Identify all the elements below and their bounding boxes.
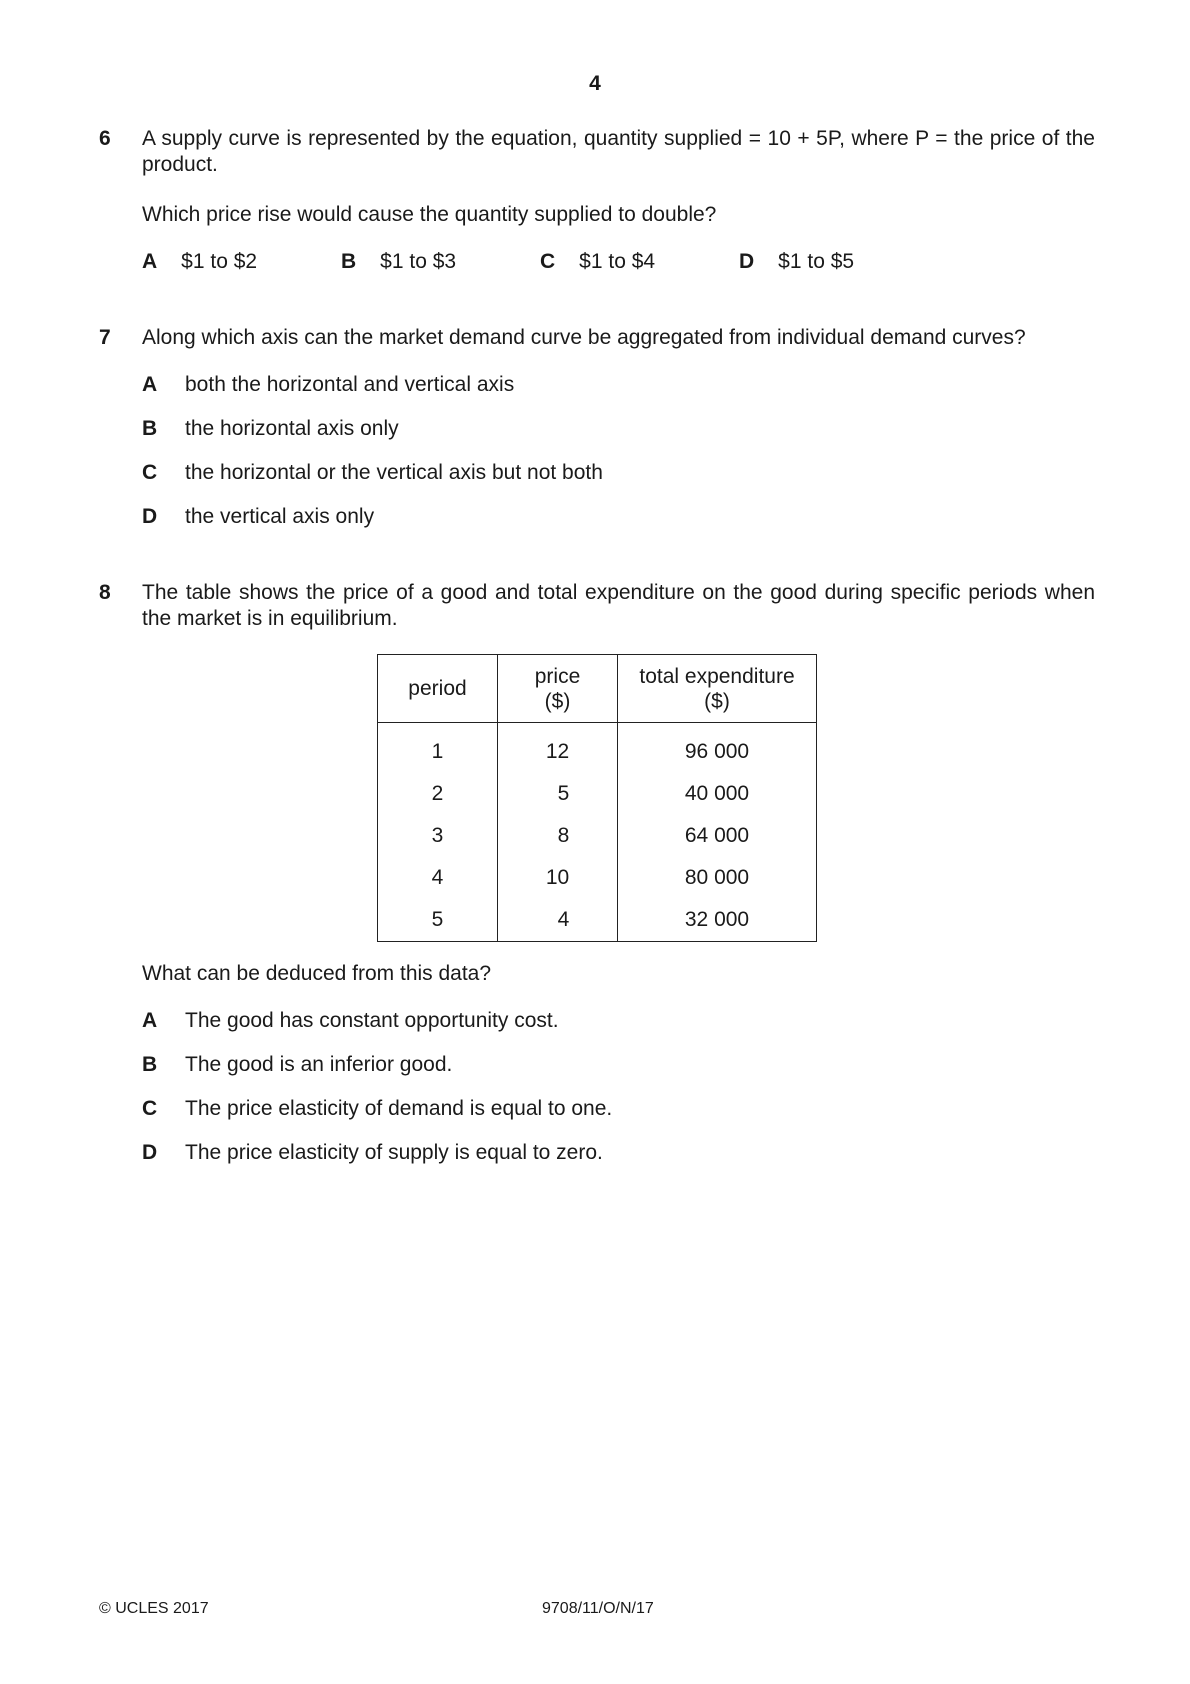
cell-period: 1 bbox=[378, 723, 498, 774]
answer-options bbox=[142, 249, 1095, 275]
question-body bbox=[142, 580, 1095, 632]
cell-price: 5 bbox=[498, 773, 618, 815]
option-text: both the horizontal and vertical axis bbox=[185, 373, 515, 396]
option-text: the horizontal or the vertical axis but not both bbox=[185, 461, 603, 484]
cell-period: 3 bbox=[378, 815, 498, 857]
option-b[interactable] bbox=[142, 1052, 1095, 1078]
cell-total-expenditure: 96 000 bbox=[618, 723, 817, 774]
cell-period: 4 bbox=[378, 857, 498, 899]
cell-price: 12 bbox=[498, 723, 618, 774]
cell-total-expenditure: 32 000 bbox=[618, 899, 817, 942]
header-period: period bbox=[378, 655, 498, 723]
option-letter: A bbox=[142, 373, 158, 396]
option-text: the horizontal axis only bbox=[185, 417, 399, 440]
option-letter: D bbox=[142, 505, 158, 528]
option-letter: D bbox=[142, 1141, 158, 1164]
option-c[interactable] bbox=[142, 460, 1095, 486]
cell-price: 4 bbox=[498, 899, 618, 942]
question-body bbox=[142, 961, 1095, 1166]
option-text: The price elasticity of demand is equal to one. bbox=[185, 1097, 613, 1120]
question-prompt: Which price rise would cause the quantity supplied to double? bbox=[142, 203, 717, 226]
question-stem: A supply curve is represented by the equation, quantity supplied = 10 + 5P, where P = the price of the product. bbox=[142, 127, 1095, 176]
option-a[interactable] bbox=[142, 372, 1095, 398]
cell-period: 2 bbox=[378, 773, 498, 815]
header-total-expenditure: total expenditure ($) bbox=[618, 655, 817, 723]
option-a[interactable] bbox=[142, 1008, 1095, 1034]
header-price: price ($) bbox=[498, 655, 618, 723]
option-b[interactable] bbox=[142, 416, 1095, 442]
table-row bbox=[378, 723, 817, 774]
option-letter: C bbox=[142, 1097, 158, 1120]
cell-total-expenditure: 40 000 bbox=[618, 773, 817, 815]
option-letter: D bbox=[739, 250, 755, 273]
option-text: $1 to $3 bbox=[380, 250, 457, 273]
table-row bbox=[378, 815, 817, 857]
cell-period: 5 bbox=[378, 899, 498, 942]
question-number: 6 bbox=[99, 127, 111, 150]
option-letter: A bbox=[142, 1009, 158, 1032]
option-text: $1 to $4 bbox=[579, 250, 656, 273]
option-text: The price elasticity of supply is equal to zero. bbox=[185, 1141, 603, 1164]
option-c[interactable] bbox=[540, 249, 655, 275]
option-a[interactable] bbox=[142, 249, 257, 275]
question-stem: The table shows the price of a good and total expenditure on the good during specific periods when the market is in equilibrium. bbox=[142, 581, 1095, 630]
option-text: The good is an inferior good. bbox=[185, 1053, 453, 1076]
option-text: $1 to $5 bbox=[778, 250, 855, 273]
option-letter: B bbox=[142, 1053, 158, 1076]
question-stem: Along which axis can the market demand curve be aggregated from individual demand curves? bbox=[142, 326, 1026, 349]
page-number: 4 bbox=[589, 72, 601, 95]
option-text: The good has constant opportunity cost. bbox=[185, 1009, 559, 1032]
question-prompt: What can be deduced from this data? bbox=[142, 962, 492, 985]
option-d[interactable] bbox=[142, 504, 1095, 530]
option-d[interactable] bbox=[739, 249, 854, 275]
question-body bbox=[142, 325, 1095, 530]
option-b[interactable] bbox=[341, 249, 456, 275]
cell-total-expenditure: 64 000 bbox=[618, 815, 817, 857]
footer-copyright: © UCLES 2017 bbox=[99, 1600, 209, 1617]
option-c[interactable] bbox=[142, 1096, 1095, 1122]
table-row bbox=[378, 773, 817, 815]
data-table bbox=[377, 654, 817, 942]
table-row bbox=[378, 899, 817, 942]
option-letter: C bbox=[142, 461, 158, 484]
option-letter: B bbox=[142, 417, 158, 440]
option-letter: B bbox=[341, 250, 357, 273]
option-d[interactable] bbox=[142, 1140, 1095, 1166]
table-header-row bbox=[378, 655, 817, 723]
cell-price: 10 bbox=[498, 857, 618, 899]
option-letter: C bbox=[540, 250, 556, 273]
cell-price: 8 bbox=[498, 815, 618, 857]
option-text: the vertical axis only bbox=[185, 505, 375, 528]
option-text: $1 to $2 bbox=[181, 250, 258, 273]
question-body bbox=[142, 126, 1095, 275]
cell-total-expenditure: 80 000 bbox=[618, 857, 817, 899]
option-letter: A bbox=[142, 250, 158, 273]
footer-paper-code: 9708/11/O/N/17 bbox=[542, 1600, 654, 1617]
question-number: 8 bbox=[99, 581, 111, 604]
table-row bbox=[378, 857, 817, 899]
question-number: 7 bbox=[99, 326, 111, 349]
